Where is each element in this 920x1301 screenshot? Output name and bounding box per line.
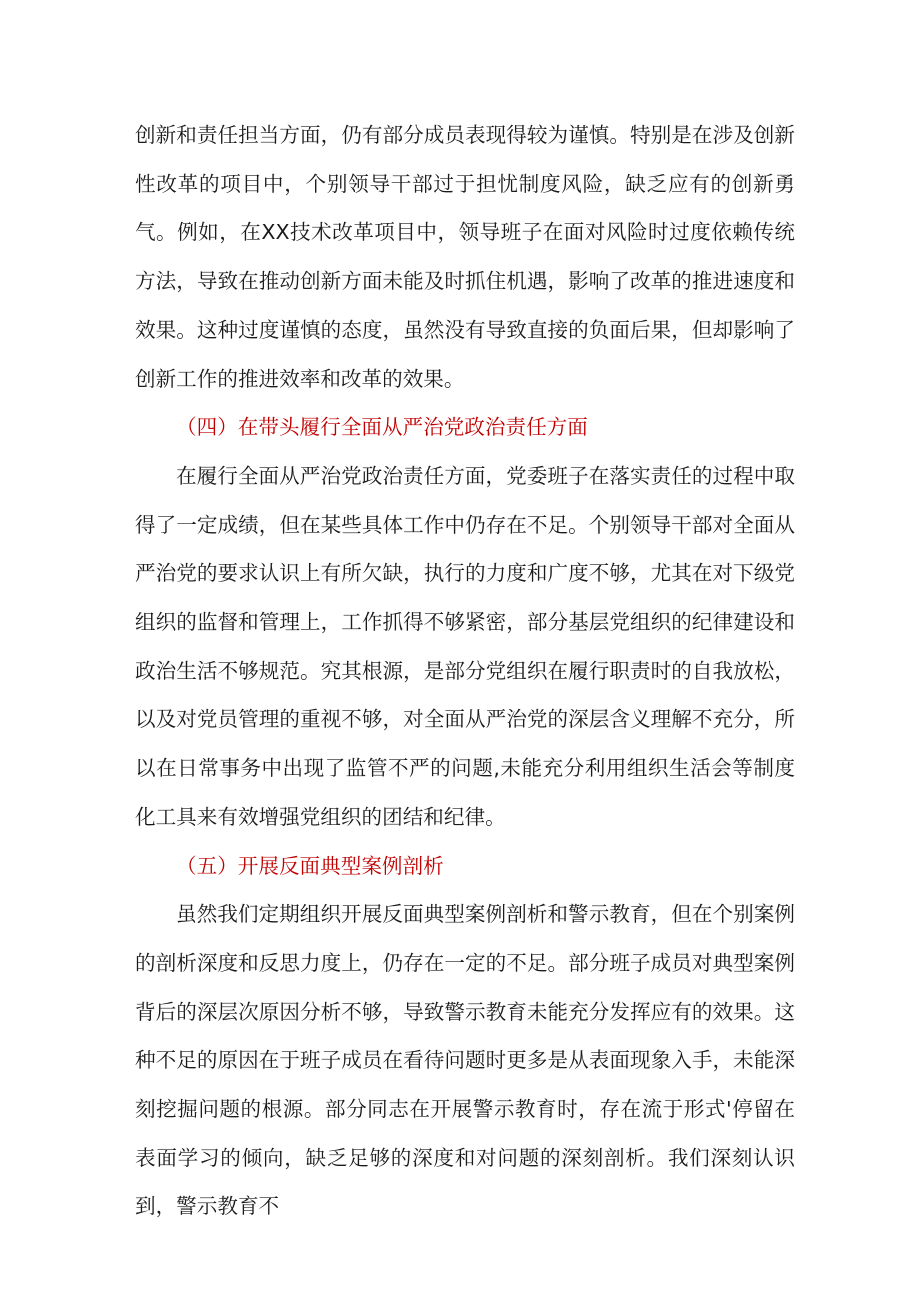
paragraph-party-governance: 在履行全面从严治党政治责任方面，党委班子在落实责任的过程中取得了一定成绩，但在某些具体工作中仍存在不足。个别领导干部对全面从严治党的要求认识上有所欠缺，执行的力度和广度不够，尤其在对下级党组织的监督和管理上，工作抓得不够紧密，部分基层党组织的纪律建设和政治生活不够规范。究其根源，是部分党组织在履行职责时的自我放松，以及对党员管理的重视不够，对全面从严治党的深层含义理解不充分，所以在日常事务中出现了监管不严的问题,未能充分利用组织生活会等制度化工具来有效增强党组织的团结和纪律。 bbox=[135, 463, 795, 829]
section-heading-four: （四）在带头履行全面从严治党政治责任方面 bbox=[176, 415, 588, 440]
document-page bbox=[135, 111, 795, 1231]
paragraph-case-analysis: 虽然我们定期组织开展反面典型案例剖析和警示教育，但在个别案例的剖析深度和反思力度上，仍存在一定的不足。部分班子成员对典型案例背后的深层次原因分析不够，导致警示教育未能充分发挥应有的效果。这种不足的原因在于班子成员在看待问题时更多是从表面现象入手，未能深刻挖掘问题的根源。部分同志在开展警示教育时，存在流于形式'停留在表面学习的倾向，缺乏足够的深度和对问题的深刻剖析。我们深刻认识到，警示教育不 bbox=[135, 902, 795, 1219]
section-heading-five: （五）开展反面典型案例剖析 bbox=[176, 853, 444, 878]
paragraph-innovation-responsibility: 创新和责任担当方面，仍有部分成员表现得较为谨慎。特别是在涉及创新性改革的项目中，个别领导干部过于担忧制度风险，缺乏应有的创新勇气。例如，在XX技术改革项目中，领导班子在面对风险时过度依赖传统方法，导致在推动创新方面未能及时抓住机遇，影响了改革的推进速度和效果。这种过度谨慎的态度，虽然没有导致直接的负面后果，但却影响了创新工作的推进效率和改革的效果。 bbox=[135, 123, 795, 391]
